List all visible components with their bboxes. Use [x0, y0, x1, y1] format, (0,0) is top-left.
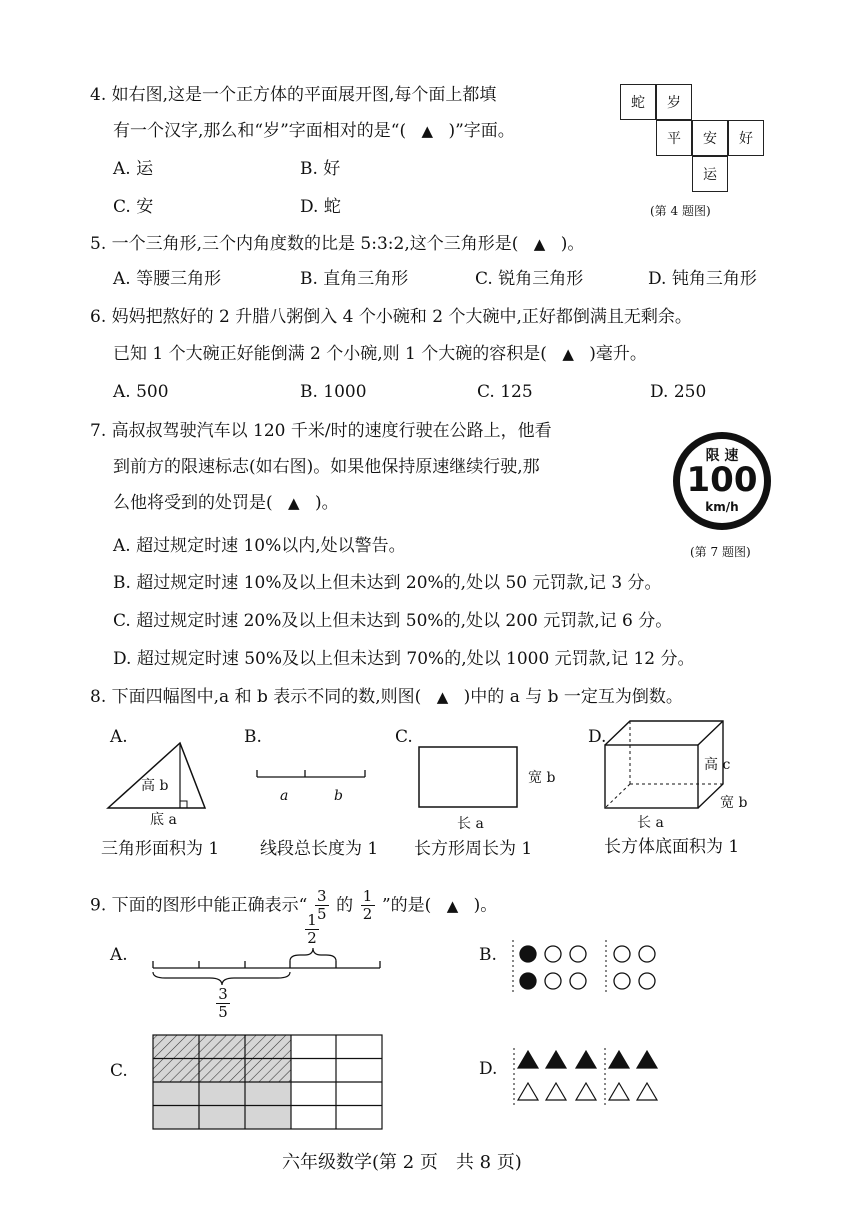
rectangle-figure	[418, 746, 520, 810]
q6-line1: 6. 妈妈把熬好的 2 升腊八粥倒入 4 个小碗和 2 个大碗中,正好都倒满且无剩余。	[90, 307, 692, 327]
q4-option-a: A. 运	[113, 159, 154, 179]
q5-option-b: B. 直角三角形	[300, 269, 409, 289]
q4-option-d: D. 蛇	[300, 197, 341, 217]
q8a-caption: 三角形面积为 1	[101, 839, 220, 859]
q9c-letter: C.	[110, 1061, 128, 1081]
answer-triangle-icon: ▲	[421, 122, 434, 140]
answer-triangle-icon: ▲	[288, 494, 300, 512]
grid-figure	[150, 1032, 385, 1132]
q8b-caption: 线段总长度为 1	[260, 839, 379, 859]
net-cell-an: 安	[692, 120, 728, 156]
frac-num: 1	[307, 911, 317, 929]
q7-caption: (第 7 题图)	[690, 545, 751, 559]
q9b-letter: B.	[479, 945, 497, 965]
q6-option-b: B. 1000	[300, 382, 367, 402]
net-cell-sui: 岁	[656, 84, 692, 120]
q5-option-c: C. 锐角三角形	[475, 269, 584, 289]
q8b-label-a: a	[280, 788, 289, 804]
q5-text-end: )。	[560, 234, 585, 254]
frac-den: 5	[218, 1003, 228, 1021]
q4-caption: (第 4 题图)	[650, 204, 711, 218]
q8d-width-label: 宽 b	[720, 795, 748, 811]
circles-figure	[510, 938, 660, 998]
q7-line3-text: 么他将受到的处罚是(	[113, 493, 273, 513]
q9-end: )。	[473, 895, 498, 916]
q7-line3	[113, 492, 339, 514]
answer-triangle-icon: ▲	[533, 235, 546, 253]
net-cell-yun: 运	[692, 156, 728, 192]
frac-den: 5	[316, 905, 327, 923]
q7-option-a: A. 超过规定时速 10%以内,处以警告。	[113, 536, 406, 556]
q9-text	[90, 888, 497, 928]
q5-text-main: 5. 一个三角形,三个内角度数的比是 5:3:2,这个三角形是(	[90, 234, 519, 254]
q6-option-a: A. 500	[113, 382, 169, 402]
q4-line2	[113, 120, 515, 142]
q7-line1: 7. 高叔叔驾驶汽车以 120 千米/时的速度行驶在公路上，他看	[90, 421, 552, 441]
q9-mid: 的	[336, 895, 354, 916]
q9a-letter: A.	[110, 945, 128, 965]
q5-option-d: D. 钝角三角形	[648, 269, 757, 289]
q9a-top-fraction	[305, 912, 319, 947]
speed-sign-unit: km/h	[705, 500, 739, 514]
speed-sign-number: 100	[686, 460, 758, 500]
frac-num: 3	[316, 887, 327, 905]
q8a-letter: A.	[110, 727, 128, 747]
q9a-bottom-fraction	[216, 986, 230, 1021]
net-cell-ping: 平	[656, 120, 692, 156]
answer-triangle-icon: ▲	[562, 345, 574, 363]
q9-prefix: 9. 下面的图形中能正确表示“	[90, 895, 308, 916]
answer-triangle-icon: ▲	[446, 896, 459, 915]
q7-line3-end: )。	[315, 493, 339, 513]
q8d-length-label: 长 a	[637, 815, 664, 831]
q8a-base-label: 底 a	[150, 812, 177, 828]
q4-option-c: C. 安	[113, 197, 154, 217]
q6-line2-text: 已知 1 个大碗正好能倒满 2 个小碗,则 1 个大碗的容积是(	[113, 344, 547, 364]
q7-option-b: B. 超过规定时速 10%及以上但未达到 20%的,处以 50 元罚款,记 3 分。	[113, 573, 662, 593]
q8d-height-label: 高 c	[704, 757, 731, 773]
q6-option-c: C. 125	[477, 382, 533, 402]
speed-limit-sign-icon	[673, 432, 771, 530]
page-footer: 六年级数学(第 2 页 共 8 页)	[282, 1152, 522, 1173]
q4-line2-end: )”字面。	[448, 121, 515, 141]
net-cell-hao: 好	[728, 120, 764, 156]
q8c-length-label: 长 a	[457, 816, 484, 832]
q8c-caption: 长方形周长为 1	[414, 839, 533, 859]
q8a-height-label: 高 b	[141, 778, 169, 794]
q8d-letter: D.	[588, 727, 607, 747]
q5-text	[90, 233, 584, 255]
triangles-figure	[510, 1044, 665, 1109]
q9d-letter: D.	[479, 1059, 498, 1079]
q7-option-d: D. 超过规定时速 50%及以上但未达到 70%的,处以 1000 元罚款,记 12 分。	[113, 649, 695, 669]
frac-den: 2	[362, 905, 373, 923]
q7-line2: 到前方的限速标志(如右图)。如果他保持原速继续行驶,那	[113, 457, 540, 477]
q8b-letter: B.	[244, 727, 262, 747]
q8c-letter: C.	[395, 727, 413, 747]
q6-option-d: D. 250	[650, 382, 707, 402]
frac-num: 1	[362, 887, 373, 905]
q4-line2-text: 有一个汉字,那么和“岁”字面相对的是“(	[113, 121, 407, 141]
fraction-1-2	[361, 888, 375, 923]
net-cell-she: 蛇	[620, 84, 656, 120]
q8-text-end: )中的 a 与 b 一定互为倒数。	[463, 687, 683, 707]
q9-suffix: ”的是(	[381, 895, 432, 916]
q8d-caption: 长方体底面积为 1	[604, 837, 740, 857]
answer-triangle-icon: ▲	[436, 688, 449, 706]
q6-line2	[113, 343, 647, 365]
segment-fraction-figure	[150, 940, 385, 1000]
q6-line2-end: )毫升。	[589, 344, 647, 364]
q8c-width-label: 宽 b	[528, 770, 556, 786]
q8-text	[90, 686, 683, 708]
q5-option-a: A. 等腰三角形	[113, 269, 222, 289]
q8-text-main: 8. 下面四幅图中,a 和 b 表示不同的数,则图(	[90, 687, 422, 707]
q4-line1: 4. 如右图,这是一个正方体的平面展开图,每个面上都填	[90, 85, 497, 105]
q7-option-c: C. 超过规定时速 20%及以上但未达到 50%的,处以 200 元罚款,记 6 分。	[113, 611, 673, 631]
frac-den: 2	[307, 929, 317, 947]
q8b-label-b: b	[334, 788, 343, 804]
frac-num: 3	[218, 985, 228, 1003]
segment-figure	[255, 768, 370, 782]
q4-option-b: B. 好	[300, 159, 341, 179]
speed-sign-top: 限 速	[705, 448, 739, 464]
